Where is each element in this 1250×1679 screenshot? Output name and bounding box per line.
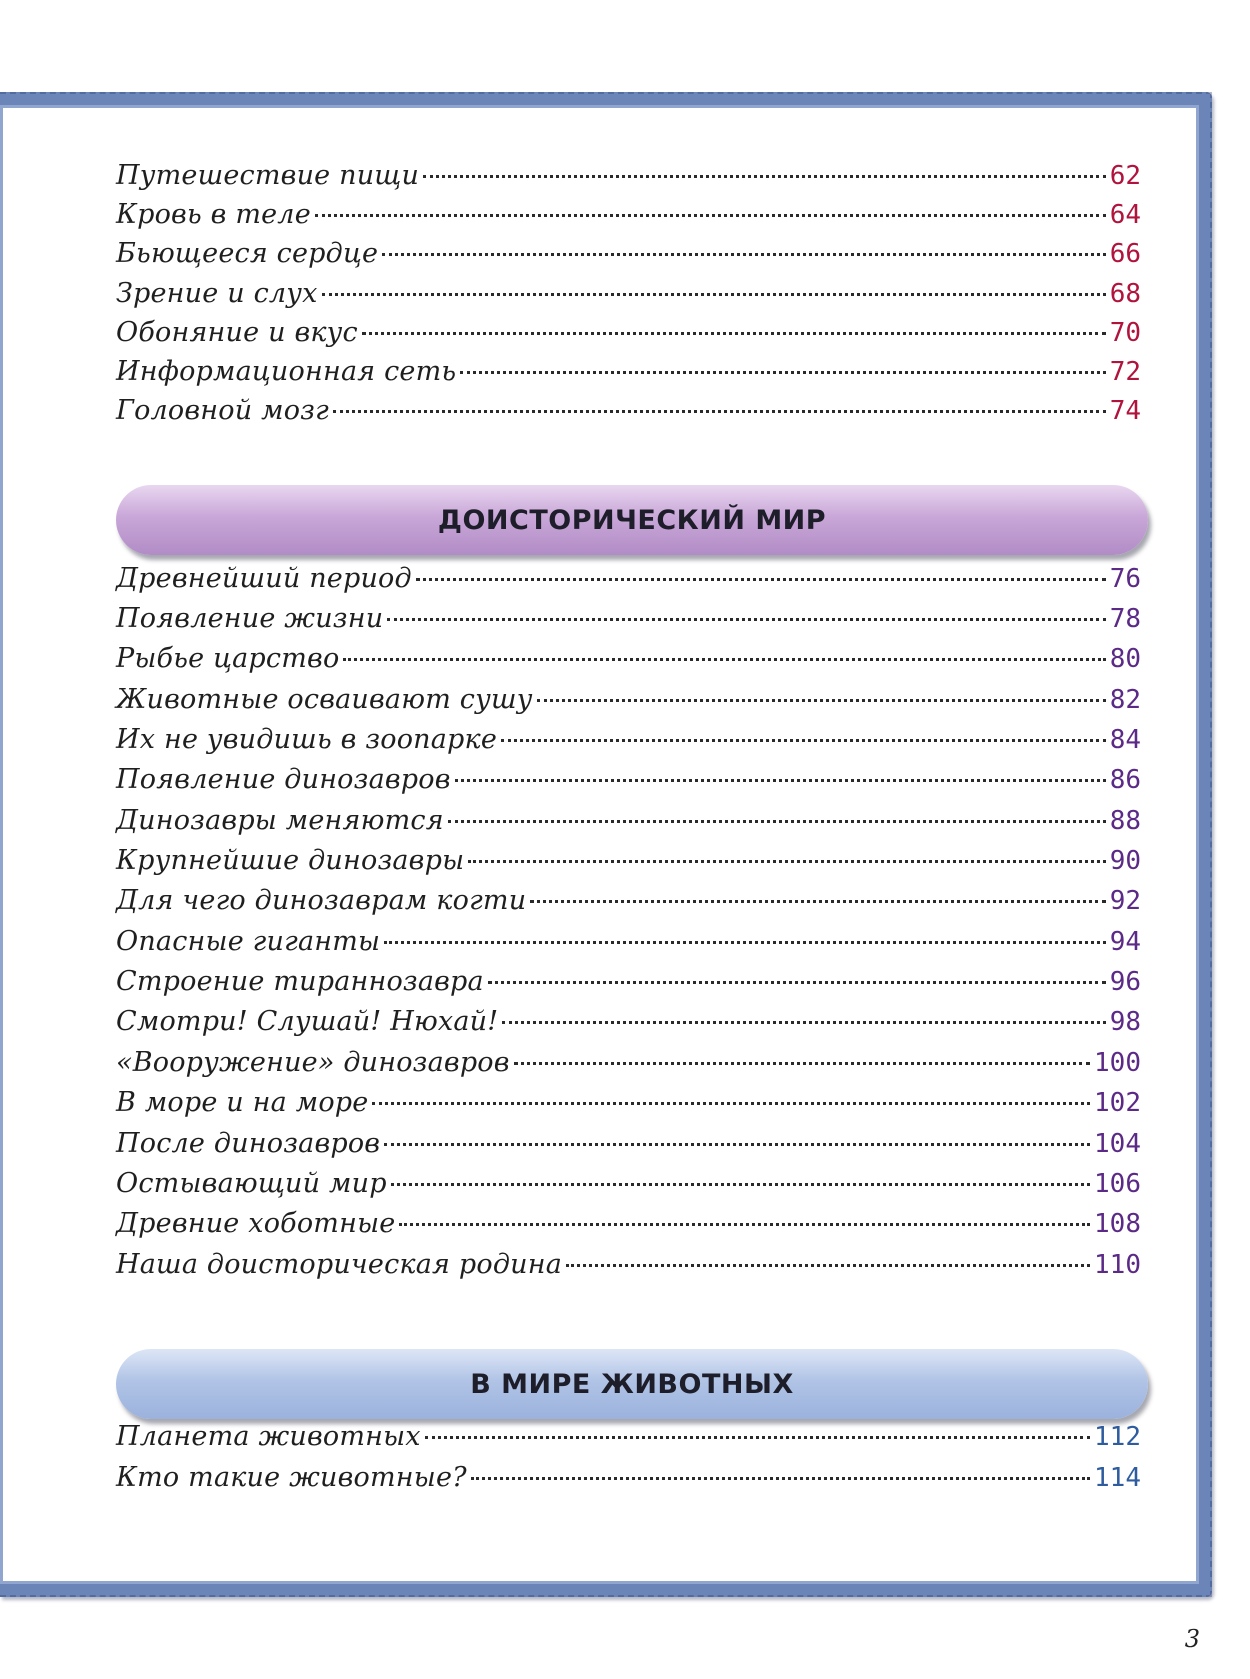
entry-title: Кто такие животные?	[116, 1462, 467, 1493]
toc-entry[interactable]	[116, 885, 1141, 925]
leader-dots	[343, 658, 1105, 661]
section-heading-text: В МИРЕ ЖИВОТНЫХ	[470, 1368, 794, 1400]
entry-page: 72	[1109, 357, 1141, 387]
entry-title: Строение тираннозавра	[116, 966, 484, 997]
toc-entry[interactable]	[116, 563, 1141, 603]
entry-title: Опасные гиганты	[116, 926, 381, 957]
entry-title: Путешествие пищи	[116, 160, 420, 191]
entry-page: 104	[1094, 1129, 1141, 1159]
entry-title: Информационная сеть	[116, 356, 457, 387]
toc-entry[interactable]	[116, 278, 1141, 318]
entry-page: 112	[1094, 1422, 1141, 1452]
toc-entry[interactable]	[116, 643, 1141, 683]
entry-page: 66	[1109, 239, 1141, 269]
toc-entry[interactable]	[116, 317, 1141, 357]
leader-dots	[322, 293, 1106, 296]
entry-page: 78	[1109, 604, 1141, 634]
entry-title: Наша доисторическая родина	[116, 1249, 563, 1280]
entry-page: 96	[1109, 967, 1141, 997]
entry-page: 92	[1109, 886, 1141, 916]
leader-dots	[416, 578, 1106, 581]
toc-entry[interactable]	[116, 1208, 1141, 1248]
entry-page: 74	[1109, 396, 1141, 426]
toc-entry[interactable]	[116, 805, 1141, 845]
leader-dots	[387, 618, 1105, 621]
leader-dots	[488, 981, 1106, 984]
leader-dots	[333, 410, 1106, 413]
entry-title: Смотри! Слушай! Нюхай!	[116, 1006, 499, 1037]
leader-dots	[471, 1477, 1090, 1480]
leader-dots	[399, 1223, 1090, 1226]
leader-dots	[468, 860, 1105, 863]
entry-page: 86	[1109, 765, 1141, 795]
entry-title: Появление жизни	[116, 603, 384, 634]
toc-entry[interactable]	[116, 1462, 1141, 1502]
entry-title: Крупнейшие динозавры	[116, 845, 465, 876]
leader-dots	[530, 900, 1105, 903]
section-heading-text: ДОИСТОРИЧЕСКИЙ МИР	[437, 504, 827, 536]
entry-page: 90	[1109, 846, 1141, 876]
leader-dots	[448, 820, 1106, 823]
leader-dots	[537, 699, 1106, 702]
entry-page: 68	[1109, 279, 1141, 309]
entry-title: Обоняние и вкус	[116, 317, 358, 348]
entry-title: Головной мозг	[116, 395, 329, 426]
toc-entry[interactable]	[116, 199, 1141, 239]
toc-entry[interactable]	[116, 238, 1141, 278]
leader-dots	[425, 1436, 1090, 1439]
entry-title: «Вооружение» динозавров	[116, 1047, 510, 1078]
entry-page: 80	[1109, 644, 1141, 674]
entry-title: Животные осваивают сушу	[116, 684, 533, 715]
page-number: 3	[1184, 1625, 1200, 1653]
entry-title: Древнейший период	[116, 563, 412, 594]
leader-dots	[455, 779, 1106, 782]
toc-entry[interactable]	[116, 1047, 1141, 1087]
entry-title: Для чего динозаврам когти	[116, 885, 527, 916]
entry-page: 102	[1094, 1088, 1141, 1118]
leader-dots	[460, 371, 1105, 374]
entry-page: 106	[1094, 1169, 1141, 1199]
leader-dots	[423, 175, 1106, 178]
leader-dots	[566, 1264, 1090, 1267]
leader-dots	[514, 1062, 1090, 1065]
section-heading-animals	[116, 1349, 1148, 1419]
entry-title: Бьющееся сердце	[116, 238, 379, 269]
toc-entry[interactable]	[116, 603, 1141, 643]
entry-page: 64	[1109, 200, 1141, 230]
entry-page: 108	[1094, 1209, 1141, 1239]
entry-title: Появление динозавров	[116, 764, 451, 795]
entry-page: 88	[1109, 806, 1141, 836]
leader-dots	[502, 1021, 1105, 1024]
entry-title: Остывающий мир	[116, 1168, 387, 1199]
toc-entry[interactable]	[116, 684, 1141, 724]
toc-entry[interactable]	[116, 764, 1141, 804]
toc-entry[interactable]	[116, 1087, 1141, 1127]
entry-page: 70	[1109, 318, 1141, 348]
leader-dots	[384, 1143, 1090, 1146]
entry-page: 100	[1094, 1048, 1141, 1078]
leader-dots	[372, 1102, 1090, 1105]
entry-title: Зрение и слух	[116, 278, 318, 309]
toc-entry[interactable]	[116, 1421, 1141, 1461]
toc-entry[interactable]	[116, 1006, 1141, 1046]
entry-title: Кровь в теле	[116, 199, 311, 230]
toc-entry[interactable]	[116, 1249, 1141, 1289]
entry-title: Древние хоботные	[116, 1208, 396, 1239]
entry-page: 110	[1094, 1250, 1141, 1280]
entry-title: Планета животных	[116, 1421, 421, 1452]
leader-dots	[382, 253, 1105, 256]
entry-title: В море и на море	[116, 1087, 369, 1118]
leader-dots	[384, 941, 1105, 944]
toc-entry[interactable]	[116, 966, 1141, 1006]
toc-entry[interactable]	[116, 1168, 1141, 1208]
entry-title: Рыбье царство	[116, 643, 340, 674]
toc-entry[interactable]	[116, 926, 1141, 966]
entry-title: После динозавров	[116, 1128, 381, 1159]
leader-dots	[501, 739, 1106, 742]
entry-page: 62	[1109, 161, 1141, 191]
leader-dots	[315, 214, 1106, 217]
entry-page: 94	[1109, 927, 1141, 957]
entry-page: 114	[1094, 1463, 1141, 1493]
entry-title: Их не увидишь в зоопарке	[116, 724, 498, 755]
leader-dots	[391, 1183, 1090, 1186]
entry-page: 98	[1109, 1007, 1141, 1037]
toc-entry[interactable]	[116, 160, 1141, 200]
entry-page: 82	[1109, 685, 1141, 715]
entry-title: Динозавры меняются	[116, 805, 444, 836]
toc-entry[interactable]	[116, 356, 1141, 396]
toc-entry[interactable]	[116, 395, 1141, 435]
toc-entry[interactable]	[116, 845, 1141, 885]
entry-page: 84	[1109, 725, 1141, 755]
section-heading-prehistoric	[116, 485, 1148, 555]
toc-entry[interactable]	[116, 1128, 1141, 1168]
toc-entry[interactable]	[116, 724, 1141, 764]
entry-page: 76	[1109, 564, 1141, 594]
leader-dots	[362, 332, 1106, 335]
